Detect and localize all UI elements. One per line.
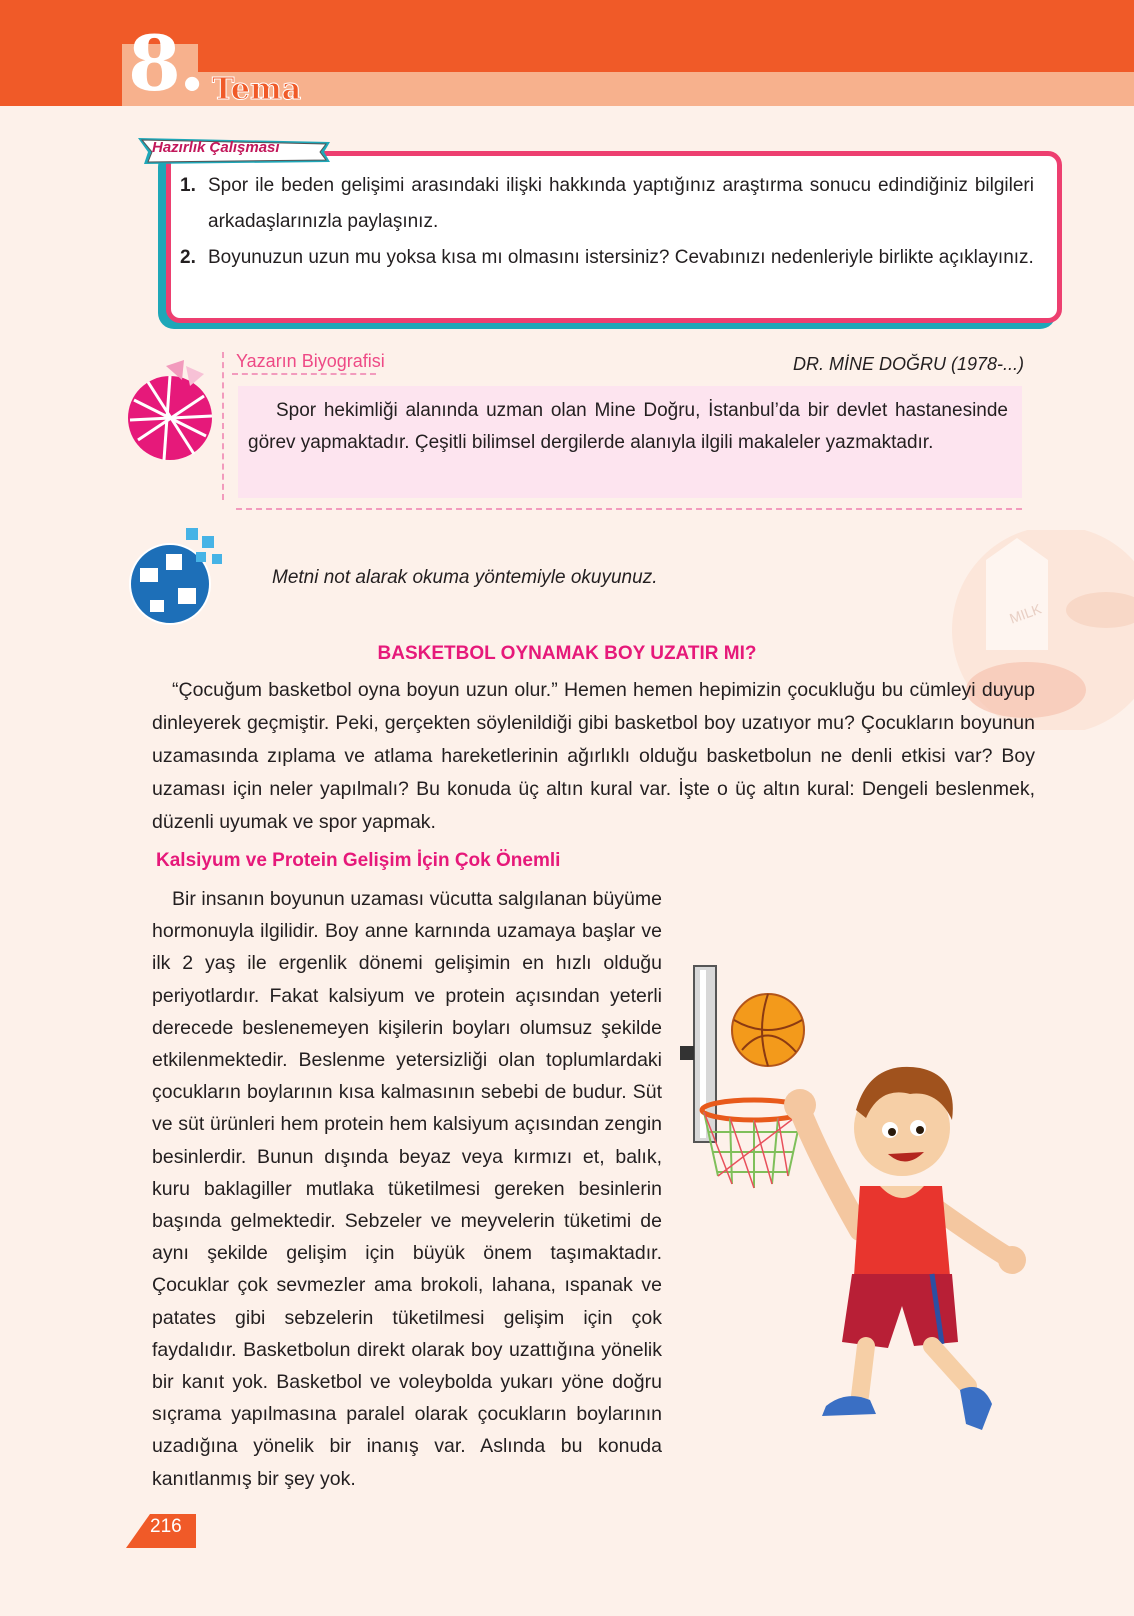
biography-border [222, 352, 224, 500]
biography-heading-underline [232, 373, 376, 375]
theme-label: Tema [212, 72, 302, 107]
question-text: Spor ile beden gelişimi arasındaki ilişki hakkında yaptığınız araştırma sonucu edindiğiniz bilgileri arkadaşlarınızla paylaşınız. [208, 175, 1034, 232]
milk-label: MILK [1007, 600, 1044, 627]
question-text: Boyunuzun uzun mu yoksa kısa mı olmasını istersiniz? Cevabınızı nedenleriyle birlikte açıklayınız. [208, 247, 1034, 268]
article-subheading: Kalsiyum ve Protein Gelişim İçin Çok Önemli [156, 850, 561, 871]
basketball-player-illustration [670, 960, 1070, 1440]
puzzle-globe-icon [126, 524, 230, 628]
article-paragraph-2: Bir insanın boyunun uzaması vücutta salgılanan büyüme hormonuyla ilgilidir. Boy anne karnında uzamaya başlar ve ilk 2 yaş ile ergenlik dönemi gelişimin en hızlı olduğu periyotlardır. Fakat kalsiyum ve protein açısından yeterli derecede beslenemeyen kişilerin boyları olumsuz şekilde etkilenmektedir. Beslenme yetersizliği olan toplumlardaki çocukların boylarının kısa kalmasının sebebi de budur. Süt ve süt ürünleri hem protein hem kalsiyum açısından zengin besinlerdir. Bunun dışında beyaz veya kırmızı et, balık, kuru baklagiller mutlaka tüketilmesi gereken besinlerin başında gelmektedir. Sebzeler ve meyvelerin tüketimi de aynı şekilde gelişim için büyük önem taşımaktadır. Çocuklar çok sevmezler ama brokoli, lahana, ıspanak ve patates gibi sebzelerin tüketilmesi gelişim için çok faydalıdır. Basketbolun direkt olarak boy uzattığına yönelik bir kanıt yok. Basketbol ve voleybolda yukarı yöne doğru sıçrama yapılmasına paralel olarak çocukların boylarının uzadığına yönelik bir inanış var. Aslında bu konuda kanıtlanmış bir şey yok. [152, 888, 662, 1490]
question-number: 1. [180, 175, 196, 196]
preparation-title: Hazırlık Çalışması [152, 139, 280, 156]
biography-text: Spor hekimliği alanında uzman olan Mine Doğru, İstanbul’da bir devlet hastanesinde görev yapmaktadır. Çeşitli bilimsel dergilerde alanıyla ilgili makaleler yazmaktadır. [248, 400, 1008, 453]
question-2 [180, 240, 1036, 276]
article-paragraph-1: “Çocuğum basketbol oyna boyun uzun olur.” Hemen hemen hepimizin çocukluğu bu cümleyi duyup dinleyerek geçmiştir. Peki, gerçekten söylenildiği gibi basketbol boy uzatıyor mu? Çocukların boyunun uzamasında zıplama ve atlama hareketlerinin ağırlıklı olduğu basketbolun ne denli etkisi var? Boy uzaması için neler yapılmalı? Bu konuda üç altın kural var. İşte o üç altın kural: Dengeli beslenmek, düzenli uyumak ve spor yapmak. [152, 679, 1035, 833]
question-1 [180, 168, 1036, 240]
reading-instruction: Metni not alarak okuma yöntemiyle okuyunuz. [272, 567, 658, 588]
article-title: BASKETBOL OYNAMAK BOY UZATIR MI? [377, 643, 757, 664]
theme-number: 8. [128, 19, 204, 108]
biography-bottom-border [236, 508, 1022, 510]
author-name: DR. MİNE DOĞRU (1978-...) [792, 354, 1024, 374]
theme-tab-strip [0, 44, 122, 106]
biography-heading: Yazarın Biyografisi [236, 351, 385, 371]
page-number: 216 [150, 1516, 182, 1537]
question-number: 2. [180, 247, 196, 268]
globe-icon [124, 360, 224, 470]
